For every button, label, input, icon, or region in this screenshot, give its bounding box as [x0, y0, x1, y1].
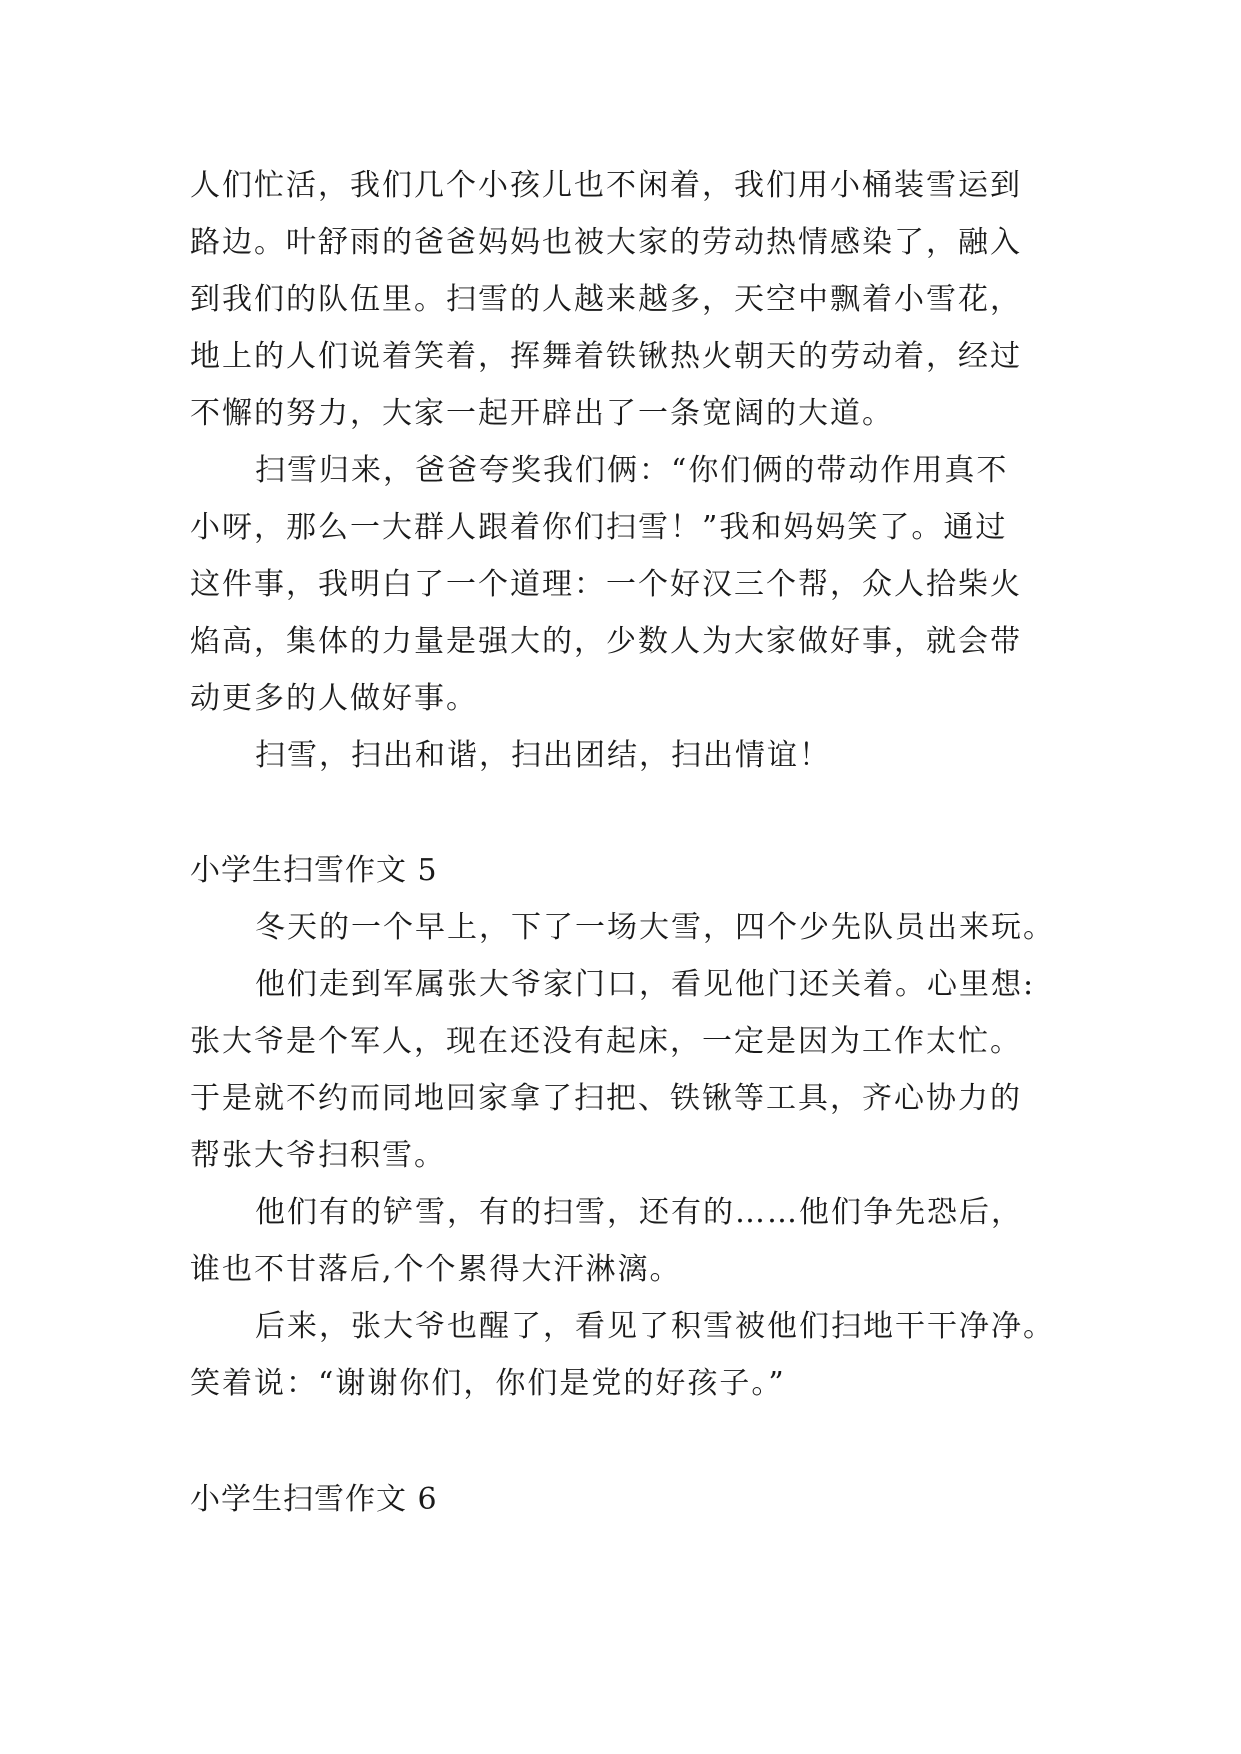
- text-line: 扫雪，扫出和谐，扫出团结，扫出情谊！: [255, 738, 831, 773]
- text-line: 张大爷是个军人，现在还没有起床，一定是因为工作太忙。: [190, 1024, 1022, 1059]
- text-line: 扫雪归来，爸爸夸奖我们俩：“你们俩的带动作用真不: [255, 453, 1009, 488]
- text-line: 人们忙活，我们几个小孩儿也不闲着，我们用小桶装雪运到: [190, 168, 1022, 203]
- text-line: 帮张大爷扫积雪。: [190, 1138, 446, 1173]
- text-line: 这件事，我明白了一个道理：一个好汉三个帮，众人拾柴火: [190, 567, 1022, 602]
- text-line: 小呀，那么一大群人跟着你们扫雪！”我和妈妈笑了。通过: [190, 510, 1008, 545]
- text-line: 动更多的人做好事。: [190, 681, 478, 716]
- text-line: 后来，张大爷也醒了，看见了积雪被他们扫地干干净净。: [255, 1309, 1055, 1344]
- text-line: 他们有的铲雪，有的扫雪，还有的……他们争先恐后，: [255, 1195, 1023, 1230]
- text-line: 谁也不甘落后,个个累得大汗淋漓。: [190, 1252, 682, 1287]
- text-line: 到我们的队伍里。扫雪的人越来越多，天空中飘着小雪花，: [190, 282, 1022, 317]
- text-line: 于是就不约而同地回家拿了扫把、铁锹等工具，齐心协力的: [190, 1081, 1022, 1116]
- text-line: 不懈的努力，大家一起开辟出了一条宽阔的大道。: [190, 396, 894, 431]
- text-line: 冬天的一个早上，下了一场大雪，四个少先队员出来玩。: [255, 910, 1055, 945]
- section-heading: 小学生扫雪作文 6: [190, 1482, 438, 1517]
- text-line: 笑着说：“谢谢你们，你们是党的好孩子。”: [190, 1366, 786, 1401]
- section-heading: 小学生扫雪作文 5: [190, 853, 438, 888]
- text-line: 地上的人们说着笑着，挥舞着铁锹热火朝天的劳动着，经过: [190, 339, 1022, 374]
- text-line: 路边。叶舒雨的爸爸妈妈也被大家的劳动热情感染了，融入: [190, 225, 1022, 260]
- text-line: 焰高，集体的力量是强大的，少数人为大家做好事，就会带: [190, 624, 1022, 659]
- text-line: 他们走到军属张大爷家门口，看见他门还关着。心里想:: [255, 967, 1036, 1002]
